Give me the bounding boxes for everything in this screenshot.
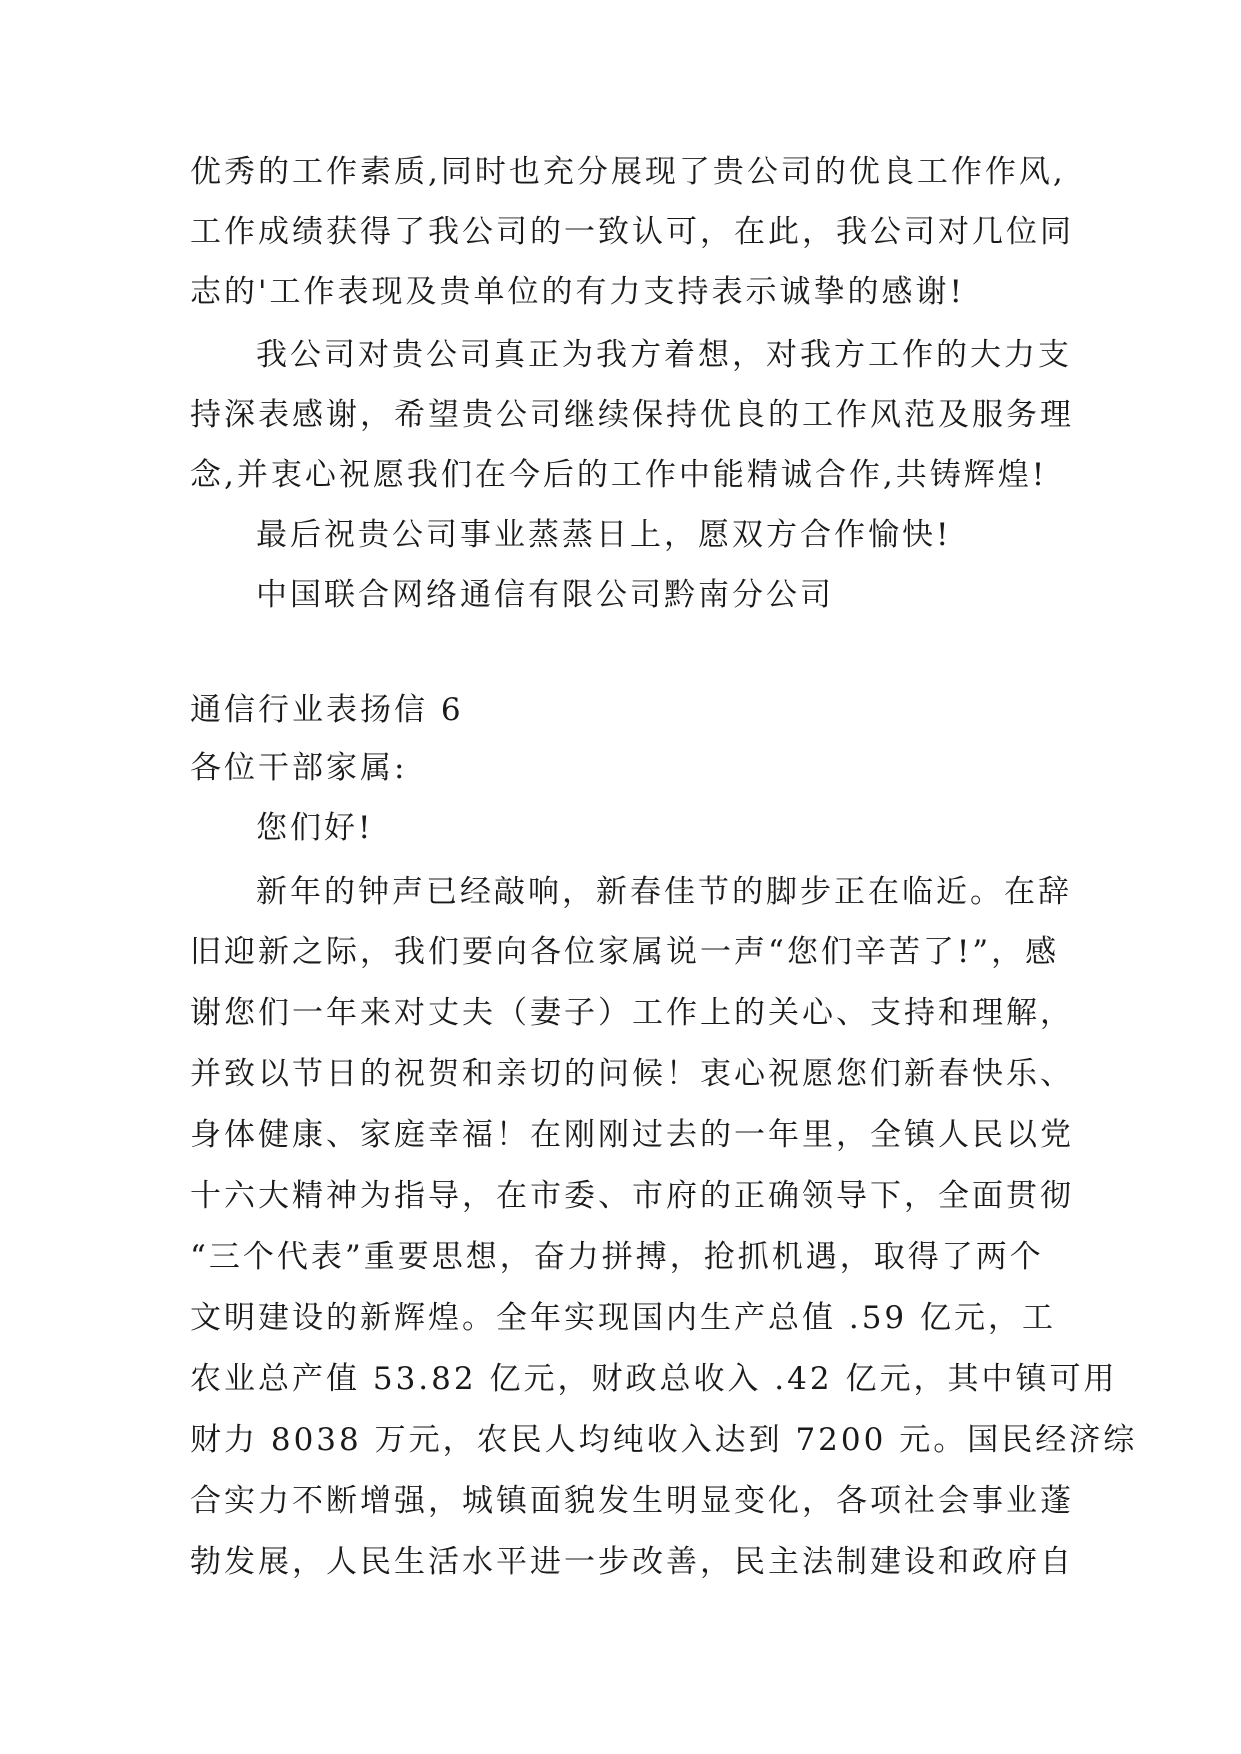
paragraph-line: 志的'工作表现及贵单位的有力支持表示诚挚的感谢!	[190, 274, 965, 310]
paragraph-line: 谢您们一年来对丈夫（妻子）工作上的关心、支持和理解，	[190, 995, 1074, 1031]
paragraph-line: 持深表感谢，希望贵公司继续保持优良的工作风范及服务理	[190, 397, 1074, 433]
paragraph-line: 我公司对贵公司真正为我方着想，对我方工作的大力支	[256, 337, 1072, 373]
salutation: 各位干部家属:	[190, 750, 408, 786]
paragraph-line: 勃发展，人民生活水平进一步改善，民主法制建设和政府自	[190, 1544, 1074, 1580]
greeting: 您们好!	[256, 810, 374, 846]
paragraph-line: 农业总产值 53.82 亿元，财政总收入 .42 亿元，其中镇可用	[190, 1361, 1118, 1397]
paragraph-line: 财力 8038 万元，农民人均纯收入达到 7200 元。国民经济综	[190, 1422, 1138, 1458]
paragraph-line: 优秀的工作素质,同时也充分展现了贵公司的优良工作作风,	[190, 154, 1066, 190]
paragraph-line: 工作成绩获得了我公司的一致认可，在此，我公司对几位同	[190, 214, 1074, 250]
paragraph-line: 十六大精神为指导，在市委、市府的正确领导下，全面贯彻	[190, 1178, 1074, 1214]
paragraph-line: “三个代表”重要思想，奋力拼搏，抢抓机遇，取得了两个	[190, 1239, 1044, 1275]
paragraph-line: 并致以节日的祝贺和亲切的问候！衷心祝愿您们新春快乐、	[190, 1056, 1074, 1092]
paragraph-line: 念,并衷心祝愿我们在今后的工作中能精诚合作,共铸辉煌!	[190, 457, 1048, 493]
paragraph-line: 文明建设的新辉煌。全年实现国内生产总值 .59 亿元，工	[190, 1300, 1057, 1336]
section-title: 通信行业表扬信 6	[190, 692, 464, 728]
paragraph-line: 身体健康、家庭幸福！在刚刚过去的一年里，全镇人民以党	[190, 1117, 1074, 1153]
signature-line: 中国联合网络通信有限公司黔南分公司	[256, 577, 834, 613]
paragraph-line: 合实力不断增强，城镇面貌发生明显变化，各项社会事业蓬	[190, 1483, 1074, 1519]
paragraph-line: 旧迎新之际，我们要向各位家属说一声“您们辛苦了!”，感	[190, 934, 1060, 970]
paragraph-line: 最后祝贵公司事业蒸蒸日上，愿双方合作愉快!	[256, 517, 952, 553]
paragraph-line: 新年的钟声已经敲响，新春佳节的脚步正在临近。在辞	[256, 874, 1072, 910]
